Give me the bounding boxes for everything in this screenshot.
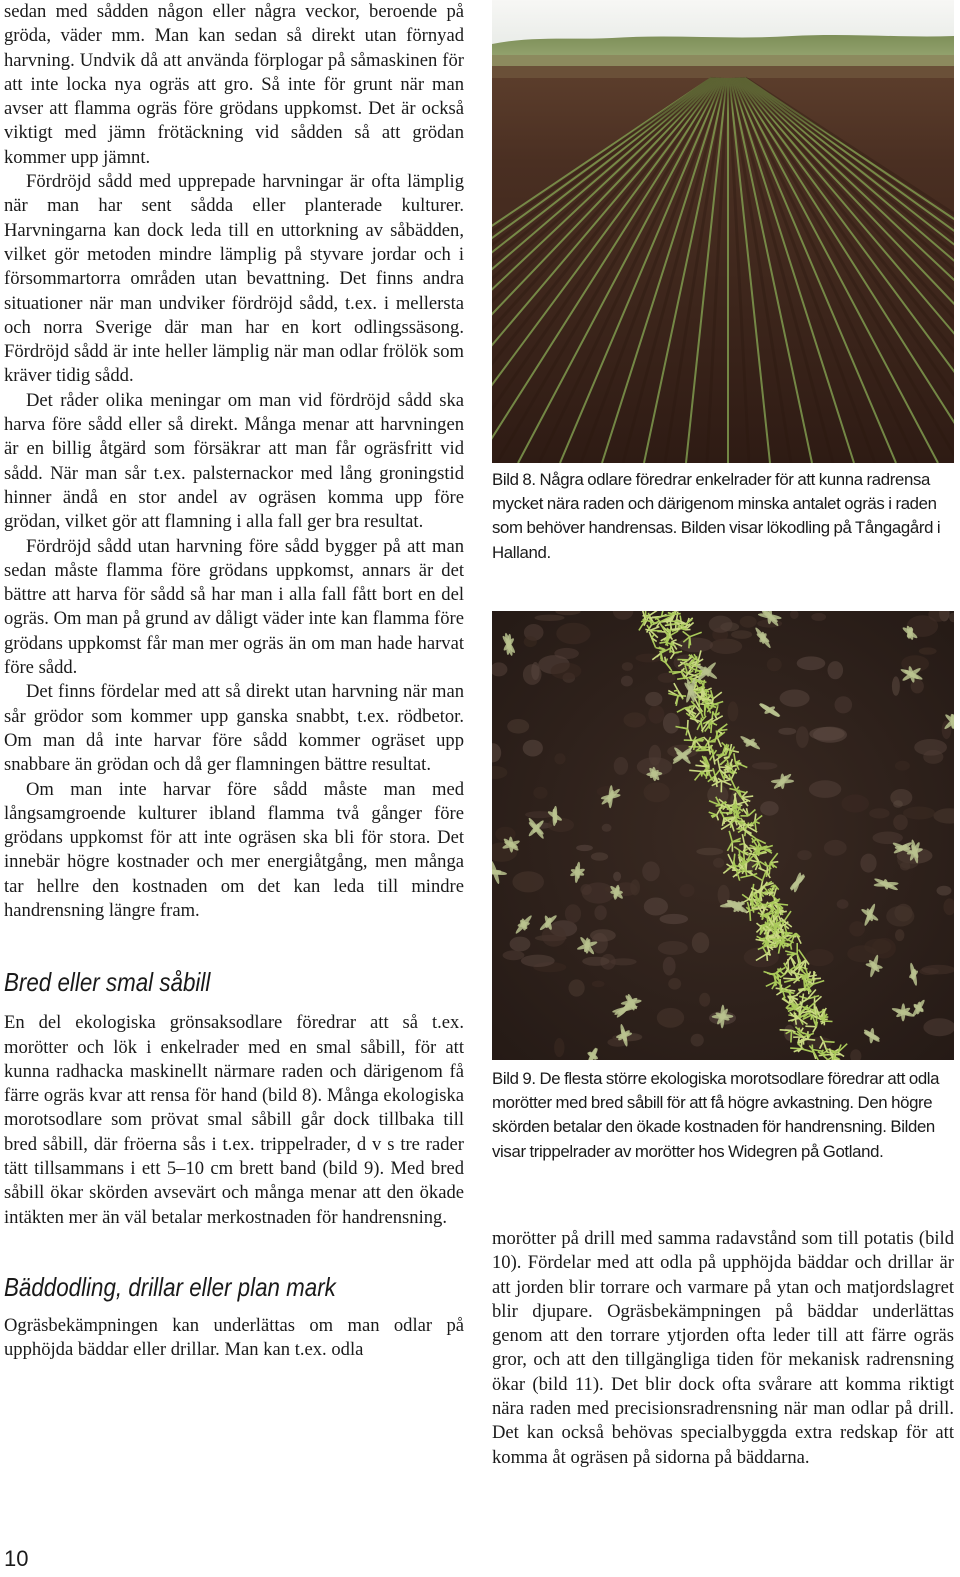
paragraph: Om man inte harvar före sådd måste man med långsamgroende kulturer ibland flamma två gånger före grödans uppkomst för att inte ogräsen ska bli för stora. Det innebär högre kostnader och mer energiåtgång, men många tar hellre den kostnaden om det kan leda till mindre handrensning längre fram.	[4, 778, 464, 921]
right-column-text	[492, 1227, 954, 1470]
paragraph: sedan med sådden någon eller några veckor, beroende på gröda, väder mm. Man kan sedan så direkt utan förnyad harvning. Undvik då att använda förplogar på såmaskinen för att inte locka nya ogräs att gro. Så inte för grunt när man avser att flamma ogräs före grödans uppkomst. Det är också viktigt med jämn frötäckning vid sådden så att grödan kommer upp jämnt.	[4, 1, 464, 168]
caption-text: Bild 8. Några odlare föredrar enkelrader för att kunna radrensa mycket nära raden och därigenom minska antalet ogräs i raden som behöver handrensas. Bilden visar lökodling på Tångagård i Halland.	[492, 470, 941, 562]
caption-bild-9	[492, 1067, 954, 1164]
paragraph: morötter på drill med samma radavstånd som till potatis (bild 10). Fördelar med att odla på upphöjda bäddar och drillar är att jorden blir torrare och varmare på ytan och matjordslagret blir djupare. Ogräsbekämpningen på bäddar underlättas genom att den torrare ytjorden ofta leder till att färre ogräs gror, och att den tillgängliga tiden för mekanisk radrensning ökar (bild 11). Det blir dock ofta svårare att komma riktigt nära raden med precisionsradrensning när man odlar på drill. Det kan också behövas specialbyggda extra redskap för att komma åt ogräsen på sidorna på bäddarna.	[492, 1228, 954, 1468]
photo-carrot-rows	[492, 611, 954, 1060]
paragraph: Fördröjd sådd med upprepade harvningar är ofta lämplig när man har sent sådda eller planterade kulturer. Harvningarna kan dock leda till en uttorkning av såbädden, vilket gör metoden mindre lämplig på styvare jordar och i försommartorra områden utan bevattning. Det finns andra situationer när man undviker fördröjd sådd, t.ex. i mellersta och norra Sverige där man har en kort odlingssäsong. Fördröjd sådd är inte heller lämplig när man odlar frölök som kräver tidig sådd.	[4, 171, 464, 387]
paragraph: Fördröjd sådd utan harvning före sådd bygger på att man sedan måste flamma före grödans uppkomst, annars är det bättre att harva för sådd så har man i alla fall fått bort en del ogräs. Om man på grund av dåligt väder inte kan flamma före grödans uppkomst får man mer ogräs än om man hade harvat före sådd.	[4, 535, 464, 679]
onion-field-image	[492, 0, 954, 463]
caption-text: Bild 9. De flesta större ekologiska morotsodlare föredrar att odla morötter med bred såbill för att få högre avkastning. Den högre skörden betalar den ökade kostnaden för handrensning. Bilden visar trippelrader av morötter hos Widegren på Gotland.	[492, 1069, 940, 1161]
carrot-rows-image	[492, 611, 954, 1060]
paragraph: En del ekologiska grönsaksodlare föredrar att så t.ex. morötter och lök i enkelrader med en smal såbill, för att kunna radhacka maskinellt närmare raden och därigenom få färre ogräs kvar att rensa för hand (bild 8). Många ekologiska morotsodlare som prövat smal såbill går dock tillbaka till bred såbill, där fröerna sås i t.ex. trippelrader, d v s tre rader tätt tillsammans i ett 5–10 cm brett band (bild 9). Med bred såbill ökar skörden avsevärt och många menar att den ökade intäkten mer än väl betalar merkostnaden för handrensning.	[4, 1012, 464, 1228]
caption-bild-8	[492, 468, 954, 565]
section-heading: Bred eller smal såbill	[4, 967, 211, 998]
paragraph: Det finns fördelar med att så direkt utan harvning när man sår grödor som kommer upp ganska snabbt, t.ex. rödbetor. Om man då inte harvar före sådd kommer ogräset upp snabbare än grödan och då ger flamningen bättre resultat.	[4, 681, 464, 776]
section-heading: Bäddodling, drillar eller plan mark	[4, 1271, 336, 1302]
paragraph: Ogräsbekämpningen kan underlättas om man odlar på upphöjda bäddar eller drillar. Man kan t.ex. odla	[4, 1314, 464, 1361]
photo-onion-field	[492, 0, 954, 463]
paragraph: Det råder olika meningar om man vid fördröjd sådd ska harva före sådd eller så direkt. Många menar att harvningen är en billig åtgärd som försäkrar att man får ogräsfritt vid sådd. När man sår t.ex. palsternackor med lång groningstid hinner ändå en stor andel av ogräsen komma upp före grödan, vilket gör att flamning i alla fall ger bra resultat.	[4, 389, 464, 533]
left-column	[4, 0, 464, 1363]
page-number: 10	[4, 1546, 29, 1571]
